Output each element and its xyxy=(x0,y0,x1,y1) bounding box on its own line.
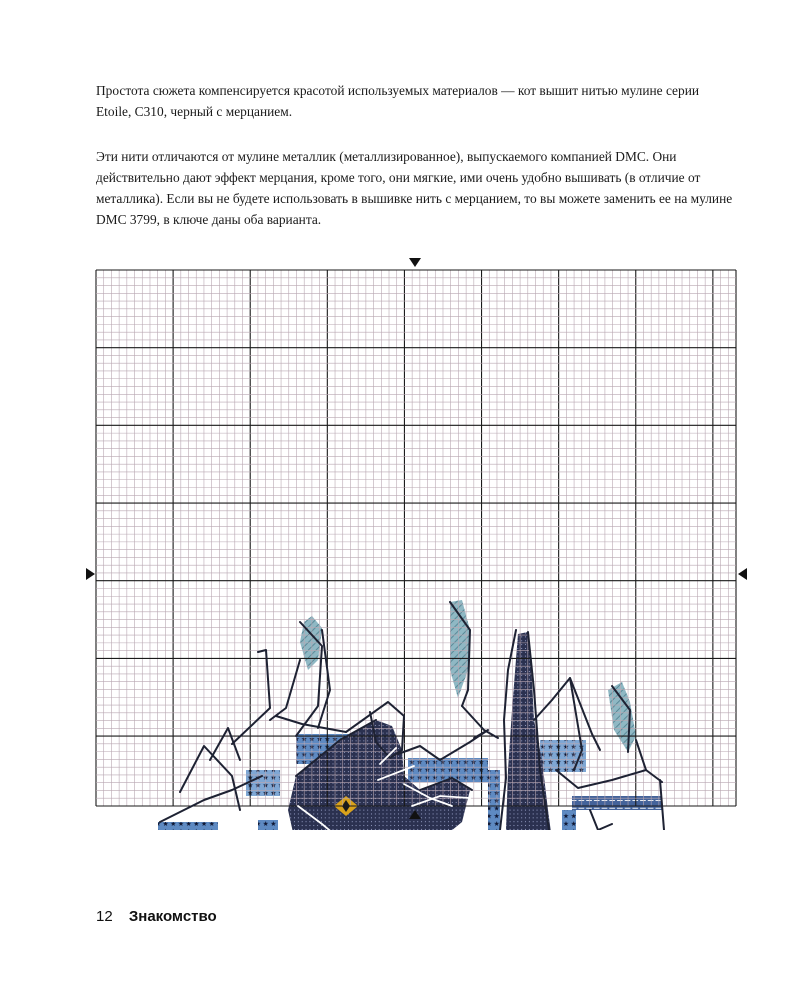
center-marker-right-icon xyxy=(738,568,747,580)
intro-paragraph: Простота сюжета компенсируется красотой используемых материалов — кот вышит нитью мулине серии Etoile, C310, черный с мерцанием. xyxy=(96,83,700,119)
section-title: Знакомство xyxy=(128,908,217,925)
cat-fills xyxy=(288,632,556,830)
thread-paragraph: Эти нити отличаются от мулине металлик (металлизированное), выпускаемого компанией DMC. Они действительно дают эффект мерцания, кроме того, они мягкие, ими очень удобно вышивать (в отличие от металлика). Если вы не будете использовать в вышивке нить с мерцанием, то вы можете заменить ее на мулине DMC 3799, в ключе даны оба варианта. xyxy=(96,149,733,227)
center-marker-left-icon xyxy=(86,568,95,580)
page-footer xyxy=(96,908,217,925)
page-number: 12 xyxy=(96,908,113,925)
center-marker-top-icon xyxy=(409,258,421,267)
chart-grid xyxy=(96,270,736,806)
center-markers xyxy=(86,258,747,819)
pattern-fills xyxy=(158,600,662,830)
cross-stitch-chart xyxy=(0,250,800,830)
